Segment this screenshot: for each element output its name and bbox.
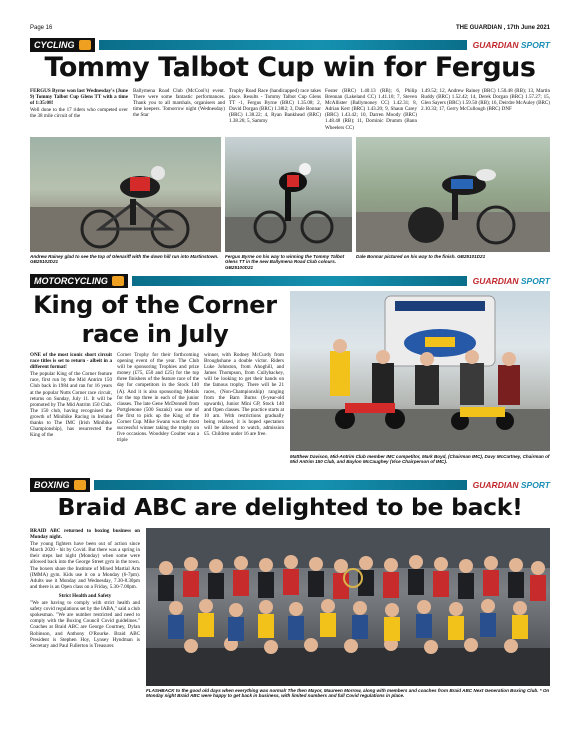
motorcycling-headline-line2: race in July [81, 320, 229, 348]
motorcycling-col1 [30, 352, 112, 470]
motorcycling-tag-label: MOTORCYCLING [34, 276, 108, 286]
cyclist-illustration [30, 137, 221, 252]
boxing-lead: BRAID ABC returned to boxing business on Monday night. [30, 528, 140, 541]
section-stripe [99, 40, 467, 50]
motorcycling-headline [30, 291, 280, 349]
cycling-lead: FERGUS Byrne won last Wednesday's (June 9) Tommy Talbot Cup Glens TT with a time of 1:35:08! [30, 88, 128, 107]
cyclist-photo-2 [225, 137, 352, 252]
cycling-caption-2: Fergus Byrne on his way to winning the Tommy Talbot Glens TT in the new Ballymena Road Club colours. GB25100D21 [225, 254, 345, 270]
page-header [30, 22, 550, 34]
boxing-glove-icon [74, 480, 86, 490]
masthead-date: THE GUARDIAN , 17th June 2021 [455, 25, 550, 31]
boxing-group-illustration [146, 528, 550, 686]
guardian-sport-logo [473, 480, 550, 490]
boxing-headline: Braid ABC are delighted to be back! [57, 493, 523, 521]
cyclist-photo-1 [30, 137, 221, 252]
cycling-col3-text: Trophy Road Race (handicapped) race takes place. Results - Tommy Talbot Cup Glens TT -1, Fergus Byrne (BRC) 1.35.08; 2, David Dorgan (BRC) 1.38l2; 3, Dale Bonnar (BRC) 1.38.22; 4, Ryan Bankhead (BRC) 1.38.26; 5, Sammy [229, 88, 321, 125]
cycling-col1-text: Well done to the 17 riders who competed over the 38 mile circuit of the [30, 107, 128, 120]
motorcycling-headline-line1: King of the Corner [33, 291, 277, 319]
boxing-subhead: Strict Health and Safety [58, 592, 112, 599]
cyclist-photo-3 [356, 137, 550, 252]
cycling-col2 [133, 88, 225, 134]
bicycle-icon [79, 40, 91, 50]
boxing-caption: FLASHBACK to the good old days when everything was normal! The then Mayor, Maureen Morrow, along with members and coaches from Braid ABC Next Generation Boxing Club. * On Monday night Braid ABC were happy to get back in business, with limited numbers and full Covid regulations in place. [146, 688, 550, 699]
riders-group-illustration [290, 291, 550, 451]
cycling-col5 [421, 88, 550, 134]
motorcycling-col3 [204, 352, 284, 470]
motorcycling-photo [290, 291, 550, 451]
boxing-column [30, 528, 140, 718]
motorbike-icon [112, 276, 124, 286]
motorcycling-section-bar [30, 274, 550, 288]
motorcycling-col3-text: winner, with Rodney McCurdy from Broughshane a double victor. Riders Luke Johnston, from Ahoghill, and James Thompson, from Cullybackey, will be looking to get their hands on the famous trophy. There will be 21 races, (Non-Championship) ranging from the Barn Burns (6-year-old upwards), Junior Mini GP, Stock 140 and Open classes. The practice starts at 10 am. With restrictions gradually being relaxed, it is hoped spectators will be allowed to watch, admission £5. Children under 16 are free. [204, 352, 284, 438]
cycling-col5-text: 1.49.52; 12, Andrew Rainey (BRC) 1.50.48 (RB); 13, Martin Ruddy (BRC) 1.52.42; 14, Derek Dorgan (BRC) 1.57.27; 15, Glen Sayers (BRC) 1.59.50 (RB); 16, Deirdre McAuley (BRC) 2.10.33; 17, Gerry McCullough (BRC) DNF [421, 88, 550, 113]
brand-word1: GUARDIAN [472, 276, 519, 286]
boxing-photo [146, 528, 550, 686]
cycling-headline: Tommy Talbot Cup win for Fergus [44, 52, 536, 83]
motorcycling-lead: ONE of the most iconic short circuit race titles is set to return - albeit in a different format! [30, 352, 112, 371]
motorcycling-col1-text: The popular King of the Corner feature race, first run by the Mid Antrim 150 Club back in 1984 and ran for 16 years at the popular Nutts Corner race circuit, returns on Sunday, July 11. It will be promoted by The Mid Antrim 150 Club. The 150 club, having recognised the growth of Minibike Racing in Ireland thanks to The IMC (Irish Minibike Championship), has resurrected the King of the [30, 371, 112, 439]
cycling-col2-text: Ballymena Road Club (McCool's) event. There were some fantastic performances. Thank you to all marshals, organisers and time keepers. Tomorrow night (Wednesday) the Star [133, 88, 225, 119]
boxing-tag [30, 478, 90, 492]
boxing-body1: The young fighters have been out of action since March 2020 - hit by Covid. But there was a spring in their steps last night (Monday) when some were allowed back into the George Street gym in the town. The boxers share the Institute of Mixed Martial Arts (IMMA) gym. Kids use it on a Monday (6-7pm). Adults use it Monday and Wednesday, 7.30-8.30pm and there is an Open class on a Friday, 5.30-7.00pm. [30, 541, 140, 590]
motorcycling-tag [30, 274, 128, 288]
section-stripe [132, 276, 467, 286]
motorcycling-caption: Matthew Davison, Mid-Antrim Club member IMC competitor, Mark Boyd, (Chairman IMC), Davy McCartney, Chairman of Mid Antrim 150 Club, and Baylon McCaughey (Vice Chairperson of IMC). [290, 454, 550, 465]
motorcycling-col2-text: Corner Trophy for their forthcoming opening event of the year. The Club will be sponsoring Trophies and prize money (£75, £50 and £25) for the top three finishers of the feature race of the day for competitors in the Stock 140 (A). And it is also sponsoring Medals for the top three in each of the junior classes. The late Gene McDonnell from Portglenone (500 Suzuki) was one of the first to pick up the King of the Corner Cup. Mike Swann was the most successful winner taking the trophy on five occasions. Woodsley Coulter was a triple [117, 352, 199, 444]
guardian-sport-logo [473, 276, 550, 286]
cyclist-illustration-2 [225, 137, 352, 252]
cycling-caption-3: Dale Bonnar pictured on his way to the finish. GB25101D21 [356, 254, 486, 259]
cycling-caption-1: Andrew Rainey glad to see the top of Glenariff with the down hill run into Martinstown. GB25102D21 [30, 254, 219, 265]
boxing-body2: "We are having to comply with strict health and safety covid regulations set by the IABA," said a club spokesman. "We are number restricted and need to comply with the Boxing Council Covid guidelines." Coaches at Braid ABC are George Courtney, Dylan Robinson, and Anthony O'Rourke. Braid ABC President is Stephen Hoy, Lynsey Hyndman is Secretary and Paul Fullerton is Treasurer. [30, 600, 140, 649]
brand-word1: GUARDIAN [472, 40, 519, 50]
cycling-col4-text: Foster (BRC) 1.40.13 (RB); 6, Philip Brennan (Lakeland CC) 1.41.10; 7, Steven McAllister (Ballymoney CC) 1.42.31; 8, Adrian Kerr (BRC) 1.43.20; 9, Shaun Carey (BRC) 1.43.42; 10, Darren Moody (BRC) 1.48.48 (RB); 11, Dominic Drumm (Bann Wheelers CC) [325, 88, 417, 131]
cycling-tag [30, 38, 95, 52]
cycling-col4 [325, 88, 417, 134]
cycling-col3 [229, 88, 321, 134]
cyclist-illustration-3 [356, 137, 550, 252]
guardian-sport-logo [473, 40, 550, 50]
brand-word2: SPORT [520, 276, 550, 286]
brand-word2: SPORT [520, 40, 550, 50]
motorcycling-col2 [117, 352, 199, 470]
boxing-section-bar [30, 478, 550, 492]
cycling-tag-label: CYCLING [34, 40, 75, 50]
cycling-section-bar [30, 38, 550, 52]
brand-word1: GUARDIAN [472, 480, 519, 490]
boxing-tag-label: BOXING [34, 480, 70, 490]
section-stripe [94, 480, 467, 490]
page-number: Page 16 [30, 25, 53, 31]
cycling-col1 [30, 88, 128, 134]
brand-word2: SPORT [520, 480, 550, 490]
